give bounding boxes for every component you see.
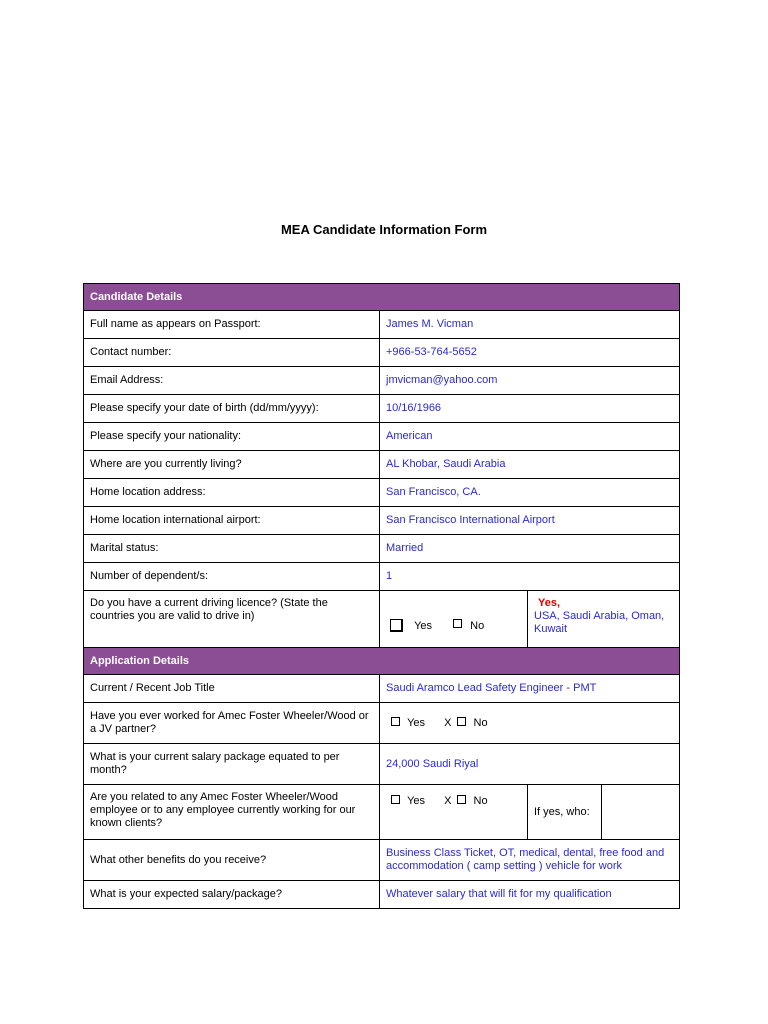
row-full-name xyxy=(84,311,680,339)
related-x-mark: X xyxy=(444,795,452,807)
row-dependents xyxy=(84,563,680,591)
licence-answer-cell xyxy=(528,591,680,648)
marital-value[interactable]: Married xyxy=(380,535,680,563)
row-nationality xyxy=(84,423,680,451)
benefits-label: What other benefits do you receive? xyxy=(84,840,380,881)
nationality-value[interactable]: American xyxy=(380,423,680,451)
related-yes-checkbox[interactable] xyxy=(391,795,400,804)
row-home-address xyxy=(84,479,680,507)
row-salary xyxy=(84,744,680,785)
form-title: MEA Candidate Information Form xyxy=(280,222,488,237)
living-value[interactable]: AL Khobar, Saudi Arabia xyxy=(380,451,680,479)
salary-value[interactable]: 24,000 Saudi Riyal xyxy=(380,744,680,785)
contact-label: Contact number: xyxy=(84,339,380,367)
worked-yes-checkbox[interactable] xyxy=(391,717,400,726)
licence-label: Do you have a current driving licence? (State the countries you are valid to drive in) xyxy=(84,591,380,648)
job-title-label: Current / Recent Job Title xyxy=(84,675,380,703)
worked-no-label: No xyxy=(473,716,488,729)
related-no-label: No xyxy=(473,795,488,807)
email-label: Email Address: xyxy=(84,367,380,395)
full-name-value[interactable]: James M. Vicman xyxy=(380,311,680,339)
related-who-label: If yes, who: xyxy=(528,785,602,840)
worked-yes-label: Yes xyxy=(407,716,426,729)
worked-x-mark: X xyxy=(444,716,452,729)
licence-checkboxes xyxy=(380,591,528,648)
row-expected xyxy=(84,881,680,909)
licence-answer: Yes, xyxy=(538,597,561,609)
row-contact xyxy=(84,339,680,367)
row-worked xyxy=(84,703,680,744)
email-value[interactable]: jmvicman@yahoo.com xyxy=(380,367,680,395)
row-living xyxy=(84,451,680,479)
marital-label: Marital status: xyxy=(84,535,380,563)
licence-no-checkbox[interactable] xyxy=(453,619,462,628)
related-yes-label: Yes xyxy=(407,795,426,807)
licence-no-label: No xyxy=(470,619,485,632)
job-title-value[interactable]: Saudi Aramco Lead Safety Engineer - PMT xyxy=(380,675,680,703)
home-address-value[interactable]: San Francisco, CA. xyxy=(380,479,680,507)
benefits-value[interactable]: Business Class Ticket, OT, medical, dental, free food and accommodation ( camp setting ) vehicle for work xyxy=(380,840,680,881)
candidate-details-header xyxy=(84,284,680,311)
airport-value[interactable]: San Francisco International Airport xyxy=(380,507,680,535)
licence-countries[interactable]: USA, Saudi Arabia, Oman, Kuwait xyxy=(534,610,665,635)
licence-yes-label: Yes xyxy=(414,619,433,632)
living-label: Where are you currently living? xyxy=(84,451,380,479)
application-details-title: Application Details xyxy=(84,648,680,675)
dependents-label: Number of dependent/s: xyxy=(84,563,380,591)
licence-yes-checkbox[interactable] xyxy=(390,619,403,632)
row-benefits xyxy=(84,840,680,881)
row-job-title xyxy=(84,675,680,703)
related-no-checkbox[interactable] xyxy=(457,795,466,804)
worked-no-checkbox[interactable] xyxy=(457,717,466,726)
salary-label: What is your current salary package equated to per month? xyxy=(84,744,380,785)
row-licence xyxy=(84,591,680,648)
candidate-form-table xyxy=(83,283,680,909)
related-options xyxy=(380,785,528,840)
row-airport xyxy=(84,507,680,535)
nationality-label: Please specify your nationality: xyxy=(84,423,380,451)
application-details-header xyxy=(84,648,680,675)
row-related xyxy=(84,785,680,840)
expected-value[interactable]: Whatever salary that will fit for my qualification xyxy=(380,881,680,909)
home-address-label: Home location address: xyxy=(84,479,380,507)
airport-label: Home location international airport: xyxy=(84,507,380,535)
worked-label: Have you ever worked for Amec Foster Wheeler/Wood or a JV partner? xyxy=(84,703,380,744)
expected-label: What is your expected salary/package? xyxy=(84,881,380,909)
row-dob xyxy=(84,395,680,423)
dob-label: Please specify your date of birth (dd/mm/yyyy): xyxy=(84,395,380,423)
row-email xyxy=(84,367,680,395)
contact-value[interactable]: +966-53-764-5652 xyxy=(380,339,680,367)
worked-options xyxy=(380,703,680,744)
related-who-value[interactable] xyxy=(602,785,680,840)
related-label: Are you related to any Amec Foster Wheeler/Wood employee or to any employee currently working for our known clients? xyxy=(84,785,380,840)
full-name-label: Full name as appears on Passport: xyxy=(84,311,380,339)
candidate-details-title: Candidate Details xyxy=(84,284,680,311)
dob-value[interactable]: 10/16/1966 xyxy=(380,395,680,423)
row-marital xyxy=(84,535,680,563)
dependents-value[interactable]: 1 xyxy=(380,563,680,591)
